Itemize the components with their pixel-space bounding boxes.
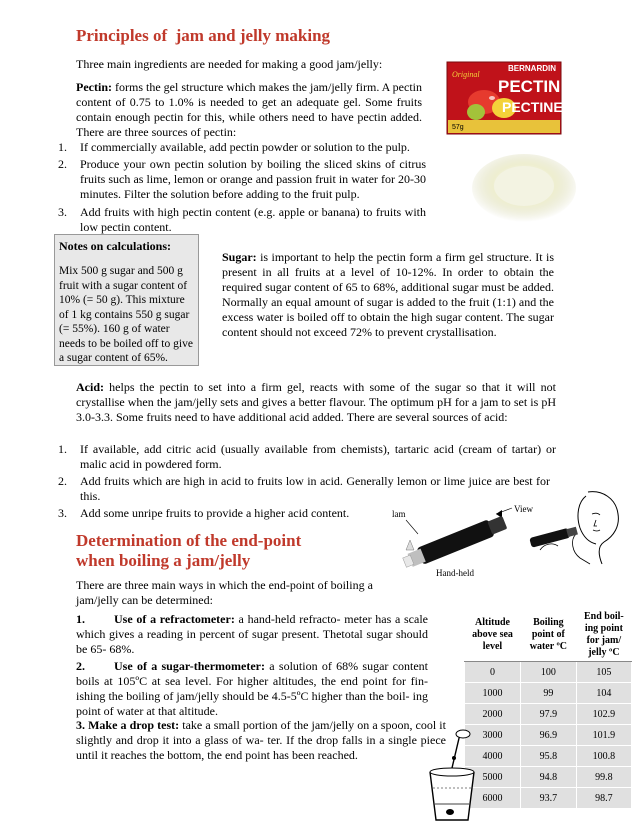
method-lead: Use of a sugar-thermometer: (114, 659, 266, 673)
list-item (58, 157, 426, 202)
table-cell: 5000 (465, 767, 521, 788)
method-drop-test (76, 718, 446, 763)
box-name-1: PECTIN (498, 77, 561, 96)
table-cell: 2000 (465, 704, 521, 725)
figure-label-view: View (514, 504, 533, 514)
pectin-paragraph (76, 80, 422, 140)
table-cell: 97.9 (521, 704, 577, 725)
table-cell: 96.9 (521, 725, 577, 746)
table-cell: 99.8 (576, 767, 631, 788)
list-item (58, 506, 380, 521)
table-cell: 100 (521, 662, 577, 683)
pectin-lead: Pectin: (76, 80, 112, 94)
list-number: 1. (58, 140, 67, 154)
list-item (58, 442, 556, 472)
table-row (465, 704, 632, 725)
method-refractometer (76, 612, 428, 657)
table-header: Altitude above sea level (465, 609, 521, 662)
endpoint-intro: There are three main ways in which the end-point of boiling a jam/jelly can be determined: (76, 578, 373, 607)
pectin-box-image (446, 58, 564, 136)
table-cell: 98.7 (576, 788, 631, 809)
list-item (58, 140, 426, 155)
endpoint-title-line-1: Determination of the end-point (76, 531, 302, 550)
method-text: a solution of 68% sugar content boils at 105ºC at sea level. For higher altitudes, the end point for fin- ishing the boiling of jam/jelly should be 4.5-5ºC higher than the boil- ing point of water at that altitude. (76, 659, 428, 718)
method-lead: 3. Make a drop test: (76, 718, 180, 732)
table-row (465, 683, 632, 704)
notes-box (54, 234, 199, 366)
method-lead: Use of a refractometer: (114, 612, 235, 626)
intro-text: Three main ingredients are needed for making a good jam/jelly: (76, 57, 383, 71)
table-cell: 101.9 (576, 725, 631, 746)
box-original: Original (452, 70, 480, 79)
list-text: Produce your own pectin solution by boiling the sliced skins of citrus fruits such as lime, lemon or orange and passion fruit in water for 20-30 minutes. Filter the solution before adding to the fruit pulp. (80, 157, 426, 201)
refractometer-figure (388, 490, 633, 582)
table-header: End boil- ing point for jam/ jelly ºC (576, 609, 631, 662)
list-number: 3. (58, 205, 67, 219)
acid-lead: Acid: (76, 380, 104, 394)
acid-paragraph (76, 380, 556, 425)
list-text: Add fruits which are high in acid to fruits low in acid. Generally lemon or lime juice are best for this. (80, 474, 550, 503)
table-cell: 1000 (465, 683, 521, 704)
list-text: If available, add citric acid (usually available from chemists), tartaric acid (cream of tartar) or malic acid in powdered form. (80, 442, 556, 471)
list-text: Add some unripe fruits to provide a higher acid content. (80, 506, 350, 520)
sugar-text: is important to help the pectin form a firm gel structure. It is present in all fruits at a level of 10-12%. In order to obtain the required sugar content of 65 to 68%, additional sugar must be added. Normally an equal amount of sugar is added to the fruit (1:1) and the excess water is boiled off to obtain the high sugar content. The sugar content should not exceed 72% to prevent crystallisation. (222, 250, 554, 339)
acid-text: helps the pectin to set into a firm gel, reacts with some of the sugar so that it will not crystallise when the jam/jelly sets and gives a better flavour. The optimum pH for a jam to set is pH 3.0-3.3. Some fruits need to have additional acid added. There are several sources of acid: (76, 380, 556, 424)
table-cell: 93.7 (521, 788, 577, 809)
notes-body: Mix 500 g sugar and 500 g fruit with a sugar content of 10% (= 50 g). This mixture of 1 kg contains 550 g sugar (= 55%). 160 g of water needs to be boiled off to give a sugar content of 65%. (59, 265, 193, 364)
pectin-list (58, 140, 426, 235)
table-header: Boiling point of water ºC (521, 609, 577, 662)
table-cell: 105 (576, 662, 631, 683)
list-number: 1. (58, 442, 67, 456)
list-number: 3. (58, 506, 67, 520)
table-cell: 0 (465, 662, 521, 683)
list-text: Add fruits with high pectin content (e.g. apple or banana) to fruits with low pectin content. (80, 205, 426, 234)
table-cell: 94.8 (521, 767, 577, 788)
endpoint-title-line-2: when boiling a jam/jelly (76, 551, 251, 570)
method-number: 1. (76, 612, 85, 626)
method-text: take a small portion of the jam/jelly on a spoon, cool it slightly and drop it into a glass of wa- ter. If the drop falls in a single piece until it reaches the bottom, the end point has been reached. (76, 718, 446, 762)
box-name-2: PECTINE (502, 99, 563, 115)
sugar-lead: Sugar: (222, 250, 257, 264)
list-number: 2. (58, 474, 67, 488)
table-row (465, 662, 632, 683)
table-cell: 95.8 (521, 746, 577, 767)
method-text: a hand-held refracto- meter has a scale which gives a reading in percent of sugar present. Thetotal sugar should be 65- 68%. (76, 612, 428, 656)
method-number: 2. (76, 659, 85, 673)
list-number: 2. (58, 157, 67, 171)
table-cell: 3000 (465, 725, 521, 746)
table-cell: 6000 (465, 788, 521, 809)
figure-label-handheld: Hand-held (436, 568, 474, 578)
table-cell: 4000 (465, 746, 521, 767)
list-text: If commercially available, add pectin powder or solution to the pulp. (80, 140, 410, 154)
table-cell: 102.9 (576, 704, 631, 725)
table-cell: 100.8 (576, 746, 631, 767)
figure-label-lam: lam (392, 509, 406, 519)
method-thermometer (76, 659, 428, 719)
table-cell: 99 (521, 683, 577, 704)
table-header-row (465, 609, 632, 662)
drop-test-glass-illustration (420, 728, 490, 824)
box-brand: BERNARDIN (508, 64, 556, 73)
sugar-paragraph (222, 250, 554, 340)
pectin-powder-image (470, 152, 578, 224)
list-item (58, 205, 426, 235)
page-title: Principles of jam and jelly making (76, 26, 331, 45)
table-cell: 104 (576, 683, 631, 704)
pectin-text: forms the gel structure which makes the jam/jelly firm. A pectin content of 0.75 to 1.0% is needed to get an adequate gel. Some fruits contain enough pectin for this, while others need to have pectin added. There are three sources of pectin: (76, 80, 422, 139)
notes-heading: Notes on calculations: (59, 239, 171, 253)
box-weight: 57g (452, 124, 464, 131)
